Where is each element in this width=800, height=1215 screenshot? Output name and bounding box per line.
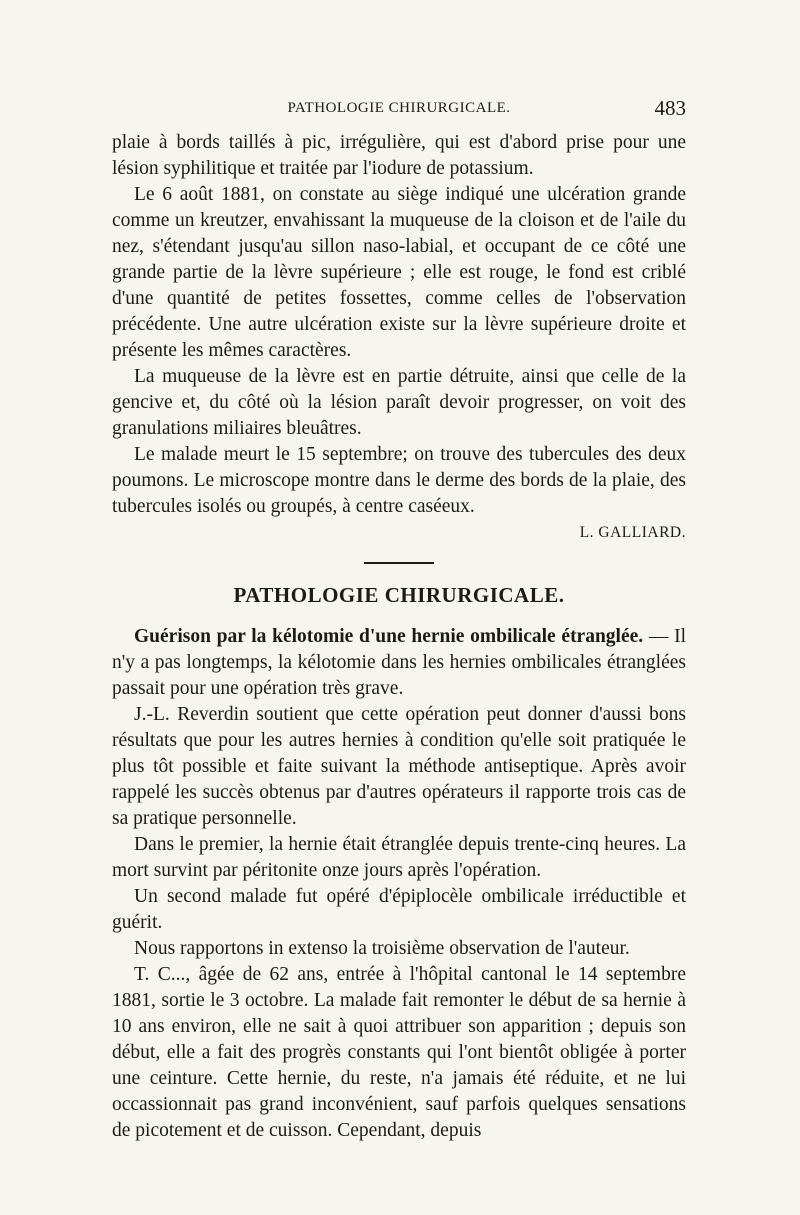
running-title: PATHOLOGIE CHIRURGICALE. [287,100,511,116]
paragraph-outcome: Le malade meurt le 15 septembre; on trouve des tubercules des deux poumons. Le microscope montre dans le derme des bords de la plaie, des tubercules isolés ou groupés, à centre caséeux. [112,444,686,517]
author-signature: L. GALLIARD. [579,524,686,541]
article-title: Guérison par la kélotomie d'une hernie ombilicale étranglée. [134,626,644,647]
page-header [112,96,686,122]
section-title: PATHOLOGIE CHIRURGICALE. [233,583,565,607]
paragraph-first-case: Dans le premier, la hernie était étranglée depuis trente-cinq heures. La mort survint par péritonite onze jours après l'opération. [112,834,686,881]
paragraph-patient-history: T. C..., âgée de 62 ans, entrée à l'hôpital cantonal le 14 septembre 1881, sortie le 3 octobre. La malade fait remonter le début de sa hernie à 10 ans environ, elle ne sait à quoi attribuer son apparition ; depuis son début, elle a fait des progrès constants qui l'ont bientôt obligée à porter une ceinture. Cette hernie, du reste, n'a jamais été réduite, et ne lui occassionnait pas grand inconvénient, sauf parfois quelques sensations de picotement et de cuisson. Cependant, depuis [112,964,686,1141]
page-number: 483 [654,96,686,120]
paragraph-reverdin: J.-L. Reverdin soutient que cette opération peut donner d'aussi bons résultats que pour les autres hernies à condition qu'elle soit pratiquée le plus tôt possible et faite suivant la méthode antiseptique. Après avoir rappelé les succès obtenus par d'autres opérateurs il rapporte trois cas de sa pratique personnelle. [112,704,686,829]
paragraph-observation: Le 6 août 1881, on constate au siège indiqué une ulcération grande comme un kreutzer, envahissant la muqueuse de la cloison et de l'aile du nez, s'étendant jusqu'au sillon naso-labial, et occupant de ce côté une grande partie de la lèvre supérieure ; elle est rouge, le fond est criblé d'une quantité de petites fossettes, comme celles de l'observation précédente. Une autre ulcération existe sur la lèvre supérieure droite et présente les mêmes caractères. [112,184,686,361]
paragraph-continued: plaie à bords taillés à pic, irrégulière, qui est d'abord prise pour une lésion syphilitique et traitée par l'iodure de potassium. [112,132,686,179]
article-title-dash: — [643,626,675,647]
article-first-text: Il n'y a pas longtemps, la kélotomie dans les hernies ombilicales étranglées passait pour une opération très grave. [112,626,687,699]
article-lead-paragraph [112,624,686,702]
page-body [112,130,686,1144]
paragraph-mucosa: La muqueuse de la lèvre est en partie détruite, ainsi que celle de la gencive et, du côté où la lésion paraît devoir progresser, on voit des granulations miliaires bleuâtres. [112,366,686,439]
paragraph-third-case-intro: Nous rapportons in extenso la troisième observation de l'auteur. [134,938,630,959]
section-divider [364,562,434,564]
paragraph-second-case: Un second malade fut opéré d'épiplocèle ombilicale irréductible et guérit. [112,886,686,933]
